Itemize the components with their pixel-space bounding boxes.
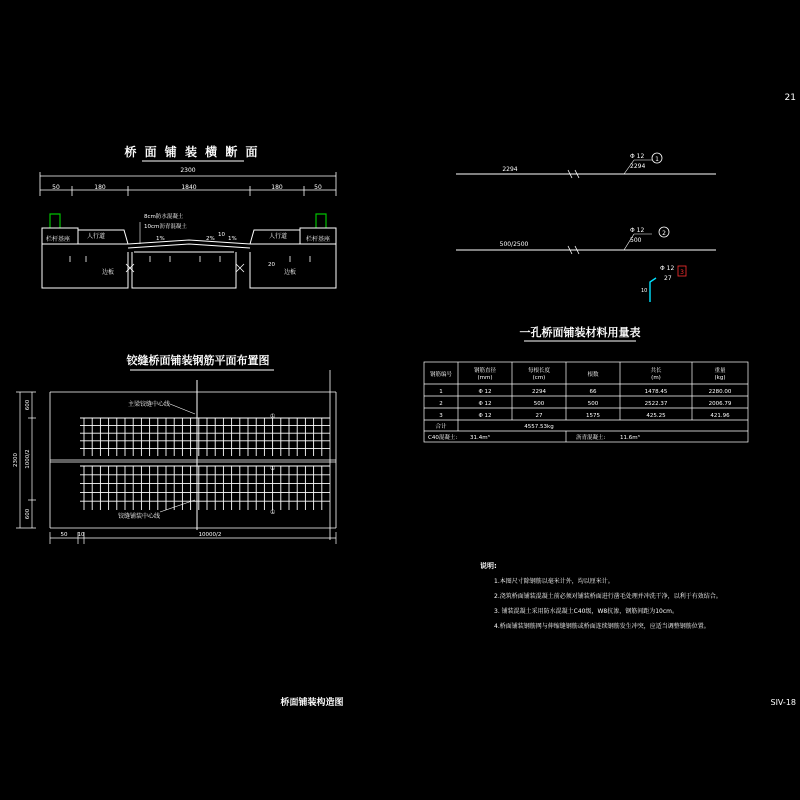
table-asphalt-label: 沥青混凝土: bbox=[576, 435, 606, 441]
table-total-label: 合计 bbox=[435, 424, 447, 430]
bar2-spec: Φ 12 bbox=[630, 227, 645, 234]
note-2: 2.浇筑桥面铺装混凝土前必须对铺装桥面进行凿毛处理并冲洗干净，以利于有效结合。 bbox=[494, 593, 722, 600]
table-cell: 1478.45 bbox=[644, 389, 668, 395]
note-1: 1.本图尺寸除钢筋以毫米计外，均以厘米计。 bbox=[494, 578, 614, 585]
table-title: 一孔桥面铺装材料用量表 bbox=[519, 326, 641, 339]
bar2-mark: 2 bbox=[662, 230, 666, 237]
label-left-sidewalk: 人行道 bbox=[86, 233, 106, 240]
plan-dim-left-c: 600 bbox=[25, 508, 31, 520]
notes bbox=[480, 561, 722, 630]
cross-dim-3: 180 bbox=[271, 184, 283, 191]
table-cell: 2522.37 bbox=[644, 401, 668, 407]
table-header-2: 每根长度(cm) bbox=[527, 368, 551, 381]
notes-heading: 说明: bbox=[480, 562, 497, 570]
plan-title: 铰缝桥面铺装钢筋平面布置图 bbox=[126, 354, 270, 367]
bar3-spec: Φ 12 bbox=[660, 265, 675, 272]
label-right-sidewalk: 人行道 bbox=[268, 233, 288, 240]
slope-left: 1% bbox=[156, 236, 165, 242]
table-concrete-label: C40混凝土: bbox=[428, 435, 458, 441]
table-cell: 27 bbox=[535, 413, 543, 419]
table-total-value: 4557.53kg bbox=[524, 424, 554, 430]
material-table bbox=[424, 325, 748, 442]
label-concrete: 8cm防水混凝土 bbox=[144, 214, 184, 220]
table-cell: 500 bbox=[587, 401, 599, 407]
table-cell: 500 bbox=[533, 401, 545, 407]
bar1-count: 2294 bbox=[630, 163, 646, 170]
bar2-length: 500/2500 bbox=[499, 241, 529, 248]
table-concrete-value: 31.4m³ bbox=[470, 435, 490, 441]
table-cell: 2280.00 bbox=[708, 389, 732, 395]
table-cell: 2 bbox=[439, 401, 443, 407]
beam-right: 边板 bbox=[283, 269, 297, 276]
plan-dim-left-b: 1000/2 bbox=[25, 449, 31, 469]
drawing-title: 桥面铺装构造图 bbox=[280, 698, 344, 708]
plan-bar-bottom: ① bbox=[270, 509, 276, 516]
table-header-4: 共长(m) bbox=[650, 368, 662, 381]
dim-right: 20 bbox=[268, 262, 275, 268]
bar1-spec: Φ 12 bbox=[630, 153, 645, 160]
table-cell: 425.25 bbox=[646, 413, 666, 419]
table-cell: Φ 12 bbox=[478, 389, 492, 395]
table-header-0: 钢筋编号 bbox=[429, 372, 453, 378]
slope-right: 1% bbox=[228, 236, 237, 242]
table-header-5: 重量(kg) bbox=[714, 368, 726, 381]
plan-dim-bottom-c: 10000/2 bbox=[198, 532, 222, 538]
bar2-count: 500 bbox=[630, 237, 642, 244]
cross-dim-0: 50 bbox=[52, 184, 60, 191]
plan-dim-left-total: 2300 bbox=[13, 453, 19, 467]
table-asphalt-value: 11.6m³ bbox=[620, 435, 640, 441]
plan-dim-bottom-b: 10 bbox=[77, 532, 85, 538]
cross-section-title: 桥 面 铺 装 横 断 面 bbox=[124, 145, 260, 159]
bar1-length: 2294 bbox=[502, 166, 518, 173]
page-number: 21 bbox=[784, 93, 796, 103]
drawing-code: SIV-18 bbox=[770, 698, 796, 707]
plan-dim-left-a: 600 bbox=[25, 399, 31, 411]
table-cell: 66 bbox=[589, 389, 597, 395]
bar3-len-a: 10 bbox=[641, 288, 648, 294]
table-cell: 3 bbox=[439, 413, 443, 419]
table-cell: Φ 12 bbox=[478, 413, 492, 419]
table-cell: 1 bbox=[439, 389, 443, 395]
label-asphalt: 10cm沥青混凝土 bbox=[144, 224, 187, 230]
plan-dim-bottom-a: 50 bbox=[60, 532, 68, 538]
cross-total-dim: 2300 bbox=[180, 167, 196, 174]
table-header-3: 根数 bbox=[587, 372, 599, 378]
bar1-mark: 1 bbox=[655, 156, 659, 163]
table-cell: 421.96 bbox=[710, 413, 730, 419]
cross-section bbox=[40, 144, 336, 288]
label-right-curb: 栏杆基座 bbox=[305, 236, 331, 243]
dim-10: 10 bbox=[218, 232, 225, 238]
table-header-1: 钢筋直径(mm) bbox=[473, 368, 497, 381]
cross-dim-4: 50 bbox=[314, 184, 322, 191]
plan-bar-top: ① bbox=[270, 413, 276, 420]
rebar-details bbox=[456, 153, 716, 302]
plan-view bbox=[13, 353, 336, 544]
table-cell: 1575 bbox=[586, 413, 600, 419]
label-left-curb: 栏杆基座 bbox=[45, 236, 71, 243]
table-cell: Φ 12 bbox=[478, 401, 492, 407]
beam-left: 边板 bbox=[101, 269, 115, 276]
table-cell: 2294 bbox=[532, 389, 546, 395]
note-3: 3. 铺装混凝土采用防水混凝土C40级，W8抗渗，钢筋间距为10cm。 bbox=[494, 608, 678, 615]
note-4: 4.桥面铺装钢筋网与伸缩缝钢筋或桥面连续钢筋发生冲突，应适当调整钢筋位置。 bbox=[494, 623, 710, 630]
plan-bar-mid: ① bbox=[270, 465, 276, 472]
plan-label-top: 主梁铰缝中心线 bbox=[128, 401, 171, 408]
plan-label-bottom: 铰缝铺装中心线 bbox=[118, 513, 161, 520]
table-cell: 2006.79 bbox=[708, 401, 732, 407]
slope-mid: 2% bbox=[206, 236, 215, 242]
bar3-count: 27 bbox=[664, 275, 672, 282]
bar3-mark: 3 bbox=[680, 269, 684, 276]
cross-dim-1: 180 bbox=[94, 184, 106, 191]
cross-dim-2: 1840 bbox=[181, 184, 197, 191]
